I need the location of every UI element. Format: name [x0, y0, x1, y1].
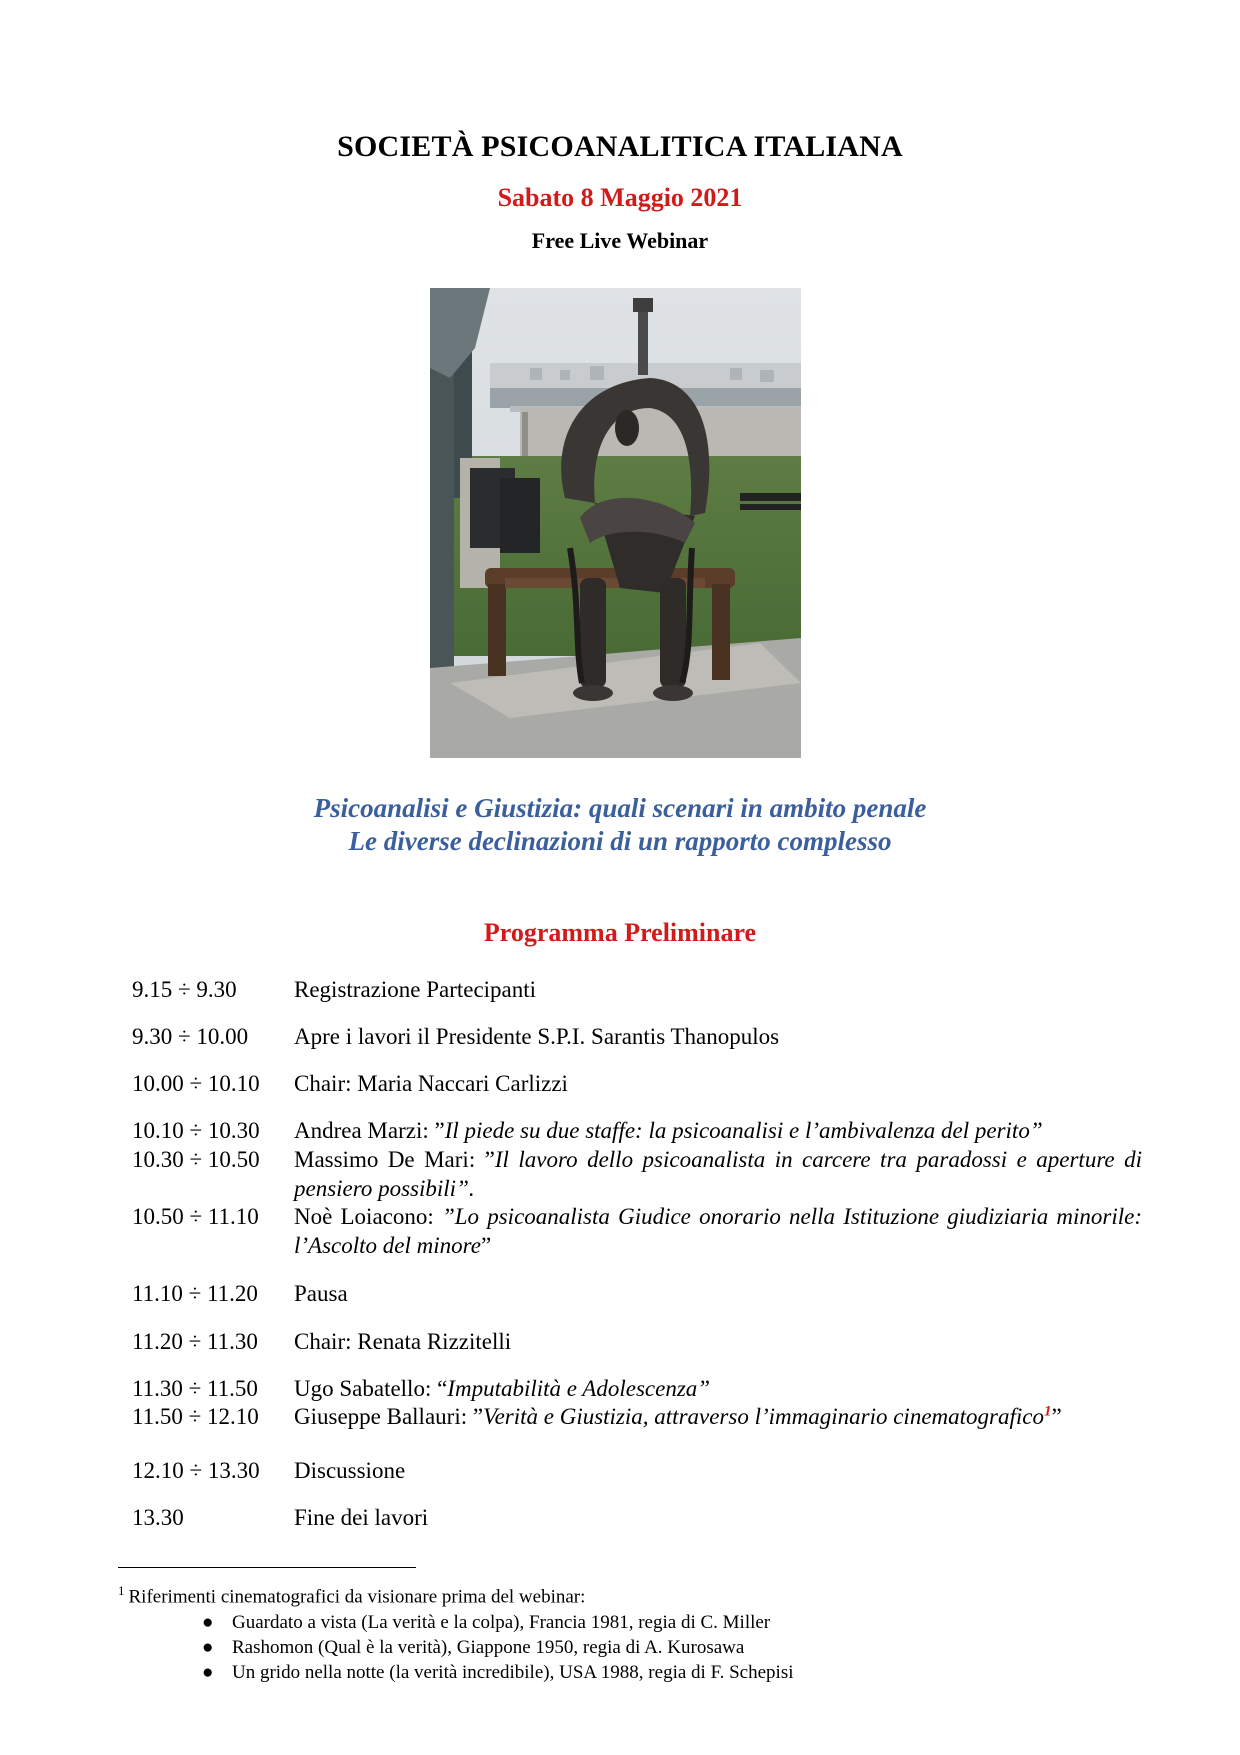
- row-description: Massimo De Mari: ”Il lavoro dello psicoanalista in carcere tra paradossi e aperture di pensiero possibili”.: [294, 1147, 1142, 1201]
- footnote-list-item: ● Guardato a vista (La verità e la colpa), Francia 1981, regia di C. Miller: [202, 1612, 771, 1633]
- footnote-reference[interactable]: 1: [1043, 1403, 1052, 1420]
- footnote-separator: [118, 1567, 416, 1568]
- row-time: 13.30: [132, 1505, 184, 1530]
- event-date: Sabato 8 Maggio 2021: [497, 183, 743, 212]
- row-time: 10.10 ÷ 10.30: [132, 1118, 260, 1143]
- row-time: 10.50 ÷ 11.10: [132, 1204, 259, 1229]
- row-description: Chair: Maria Naccari Carlizzi: [294, 1071, 568, 1096]
- programme-heading: Programma Preliminare: [483, 918, 757, 947]
- row-time: 10.00 ÷ 10.10: [132, 1071, 260, 1096]
- row-description: Chair: Renata Rizzitelli: [294, 1329, 512, 1354]
- row-description: Apre i lavori il Presidente S.P.I. Sarantis Thanopulos: [294, 1024, 780, 1049]
- row-description: Fine dei lavori: [294, 1505, 429, 1530]
- event-format: Free Live Webinar: [531, 228, 709, 253]
- row-description: Noè Loiacono: ”Lo psicoanalista Giudice onorario nella Istituzione giudiziaria minorile: l’Ascolto del minore”: [294, 1204, 1142, 1258]
- row-description: Andrea Marzi: ”Il piede su due staffe: la psicoanalisi e l’ambivalenza del perito”: [294, 1118, 1043, 1143]
- subtitle-line-1: Psicoanalisi e Giustizia: quali scenari in ambito penale: [313, 793, 927, 823]
- bullet-icon: ●: [202, 1637, 214, 1658]
- bullet-icon: ●: [202, 1612, 214, 1633]
- row-description: Registrazione Partecipanti: [294, 977, 537, 1002]
- row-time: 11.30 ÷ 11.50: [132, 1376, 258, 1401]
- footnote-marker: 1: [118, 1583, 125, 1598]
- row-description: Ugo Sabatello: “Imputabilità e Adolescenza”: [294, 1376, 711, 1401]
- row-time: 10.30 ÷ 10.50: [132, 1147, 260, 1172]
- row-time: 12.10 ÷ 13.30: [132, 1458, 260, 1483]
- row-description: Giuseppe Ballauri: ”Verità e Giustizia, attraverso l’immaginario cinematografico$^1$”: [294, 1403, 1062, 1429]
- sculpture-photo: [430, 288, 801, 758]
- row-time: 11.50 ÷ 12.10: [132, 1404, 259, 1429]
- row-time: 9.15 ÷ 9.30: [132, 977, 237, 1002]
- footnote-list-item: ● Rashomon (Qual è la verità), Giappone 1950, regia di A. Kurosawa: [202, 1637, 745, 1658]
- row-description: Discussione: [294, 1458, 406, 1483]
- footnote-list-item: ● Un grido nella notte (la verità incredibile), USA 1988, regia di F. Schepisi: [202, 1662, 794, 1683]
- subtitle-line-2: Le diverse declinazioni di un rapporto complesso: [348, 826, 892, 856]
- footnote-intro: $^1$ Riferimenti cinematografici da visionare prima del webinar:: [118, 1583, 586, 1608]
- row-time: 11.20 ÷ 11.30: [132, 1329, 258, 1354]
- organization-title: SOCIETÀ PSICOANALITICA ITALIANA: [337, 130, 903, 163]
- row-description: Pausa: [294, 1281, 348, 1306]
- row-time: 9.30 ÷ 10.00: [132, 1024, 249, 1049]
- row-time: 11.10 ÷ 11.20: [132, 1281, 258, 1306]
- bullet-icon: ●: [202, 1662, 214, 1683]
